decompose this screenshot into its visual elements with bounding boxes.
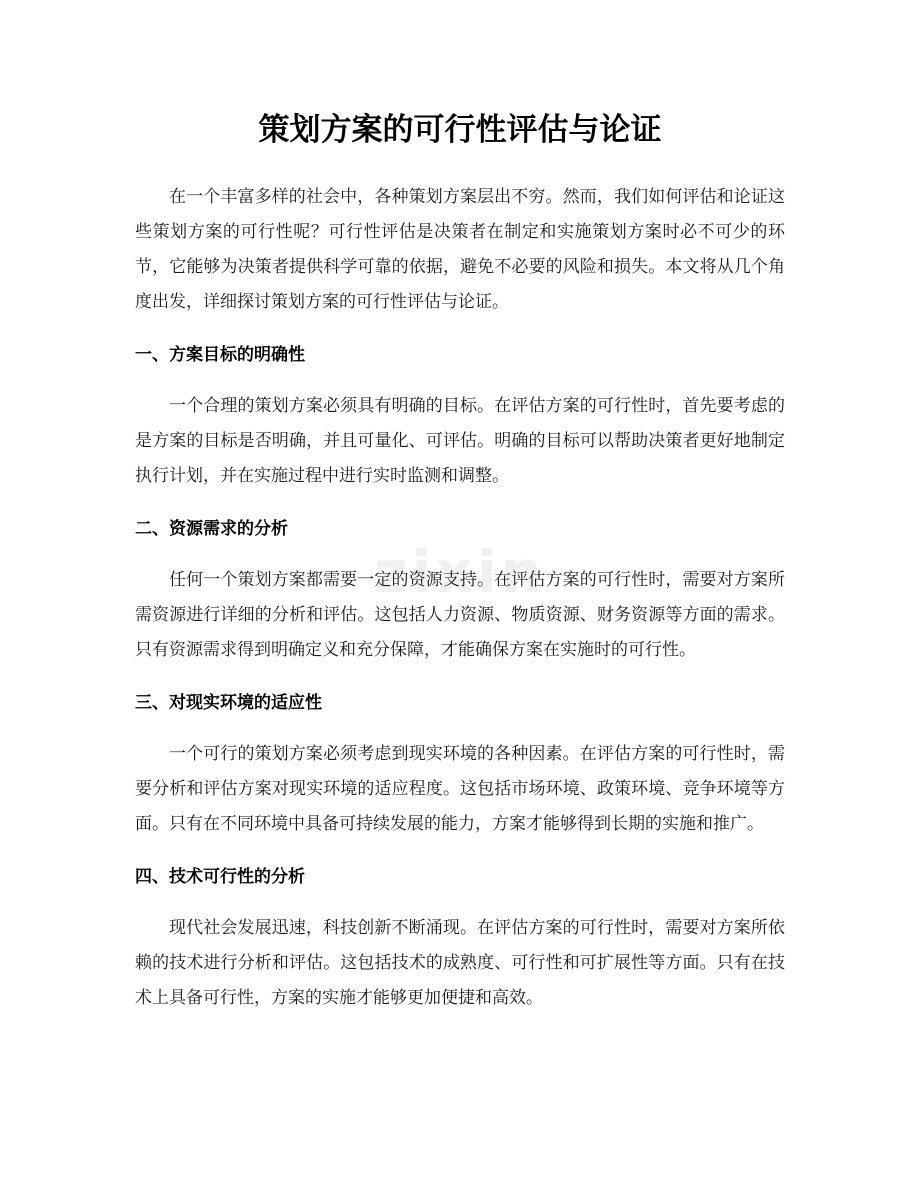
document-body [135,180,785,1034]
document-title: 策划方案的可行性评估与论证 [258,112,662,148]
section-paragraph: 现代社会发展迅速，科技创新不断涌现。在评估方案的可行性时，需要对方案所依赖的技术进行分析和评估。这包括技术的成熟度、可行性和可扩展性等方面。只有在技术上具备可行性，方案的实施才能够更加便捷和高效。 [135,918,785,1008]
watermark: zixin [373,538,547,606]
section-heading: 二、资源需求的分析 [135,519,288,539]
section-heading: 三、对现实环境的适应性 [135,693,322,713]
section-paragraph: 一个合理的策划方案必须具有明确的目标。在评估方案的可行性时，首先要考虑的是方案的目标是否明确，并且可量化、可评估。明确的目标可以帮助决策者更好地制定执行计划，并在实施过程中进行实时监测和调整。 [135,396,785,486]
section-paragraph: 一个可行的策划方案必须考虑到现实环境的各种因素。在评估方案的可行性时，需要分析和评估方案对现实环境的适应程度。这包括市场环境、政策环境、竞争环境等方面。只有在不同环境中具备可持续发展的能力，方案才能够得到长期的实施和推广。 [135,744,785,834]
section-paragraph: 任何一个策划方案都需要一定的资源支持。在评估方案的可行性时，需要对方案所需资源进行详细的分析和评估。这包括人力资源、物质资源、财务资源等方面的需求。只有资源需求得到明确定义和充分保障，才能确保方案在实施时的可行性。 [135,570,785,660]
section-heading: 一、方案目标的明确性 [135,345,305,365]
intro-paragraph: 在一个丰富多样的社会中，各种策划方案层出不穷。然而，我们如何评估和论证这些策划方案的可行性呢？可行性评估是决策者在制定和实施策划方案时必不可少的环节，它能够为决策者提供科学可靠的依据，避免不必要的风险和损失。本文将从几个角度出发，详细探讨策划方案的可行性评估与论证。 [135,187,785,312]
section-heading: 四、技术可行性的分析 [135,867,305,887]
